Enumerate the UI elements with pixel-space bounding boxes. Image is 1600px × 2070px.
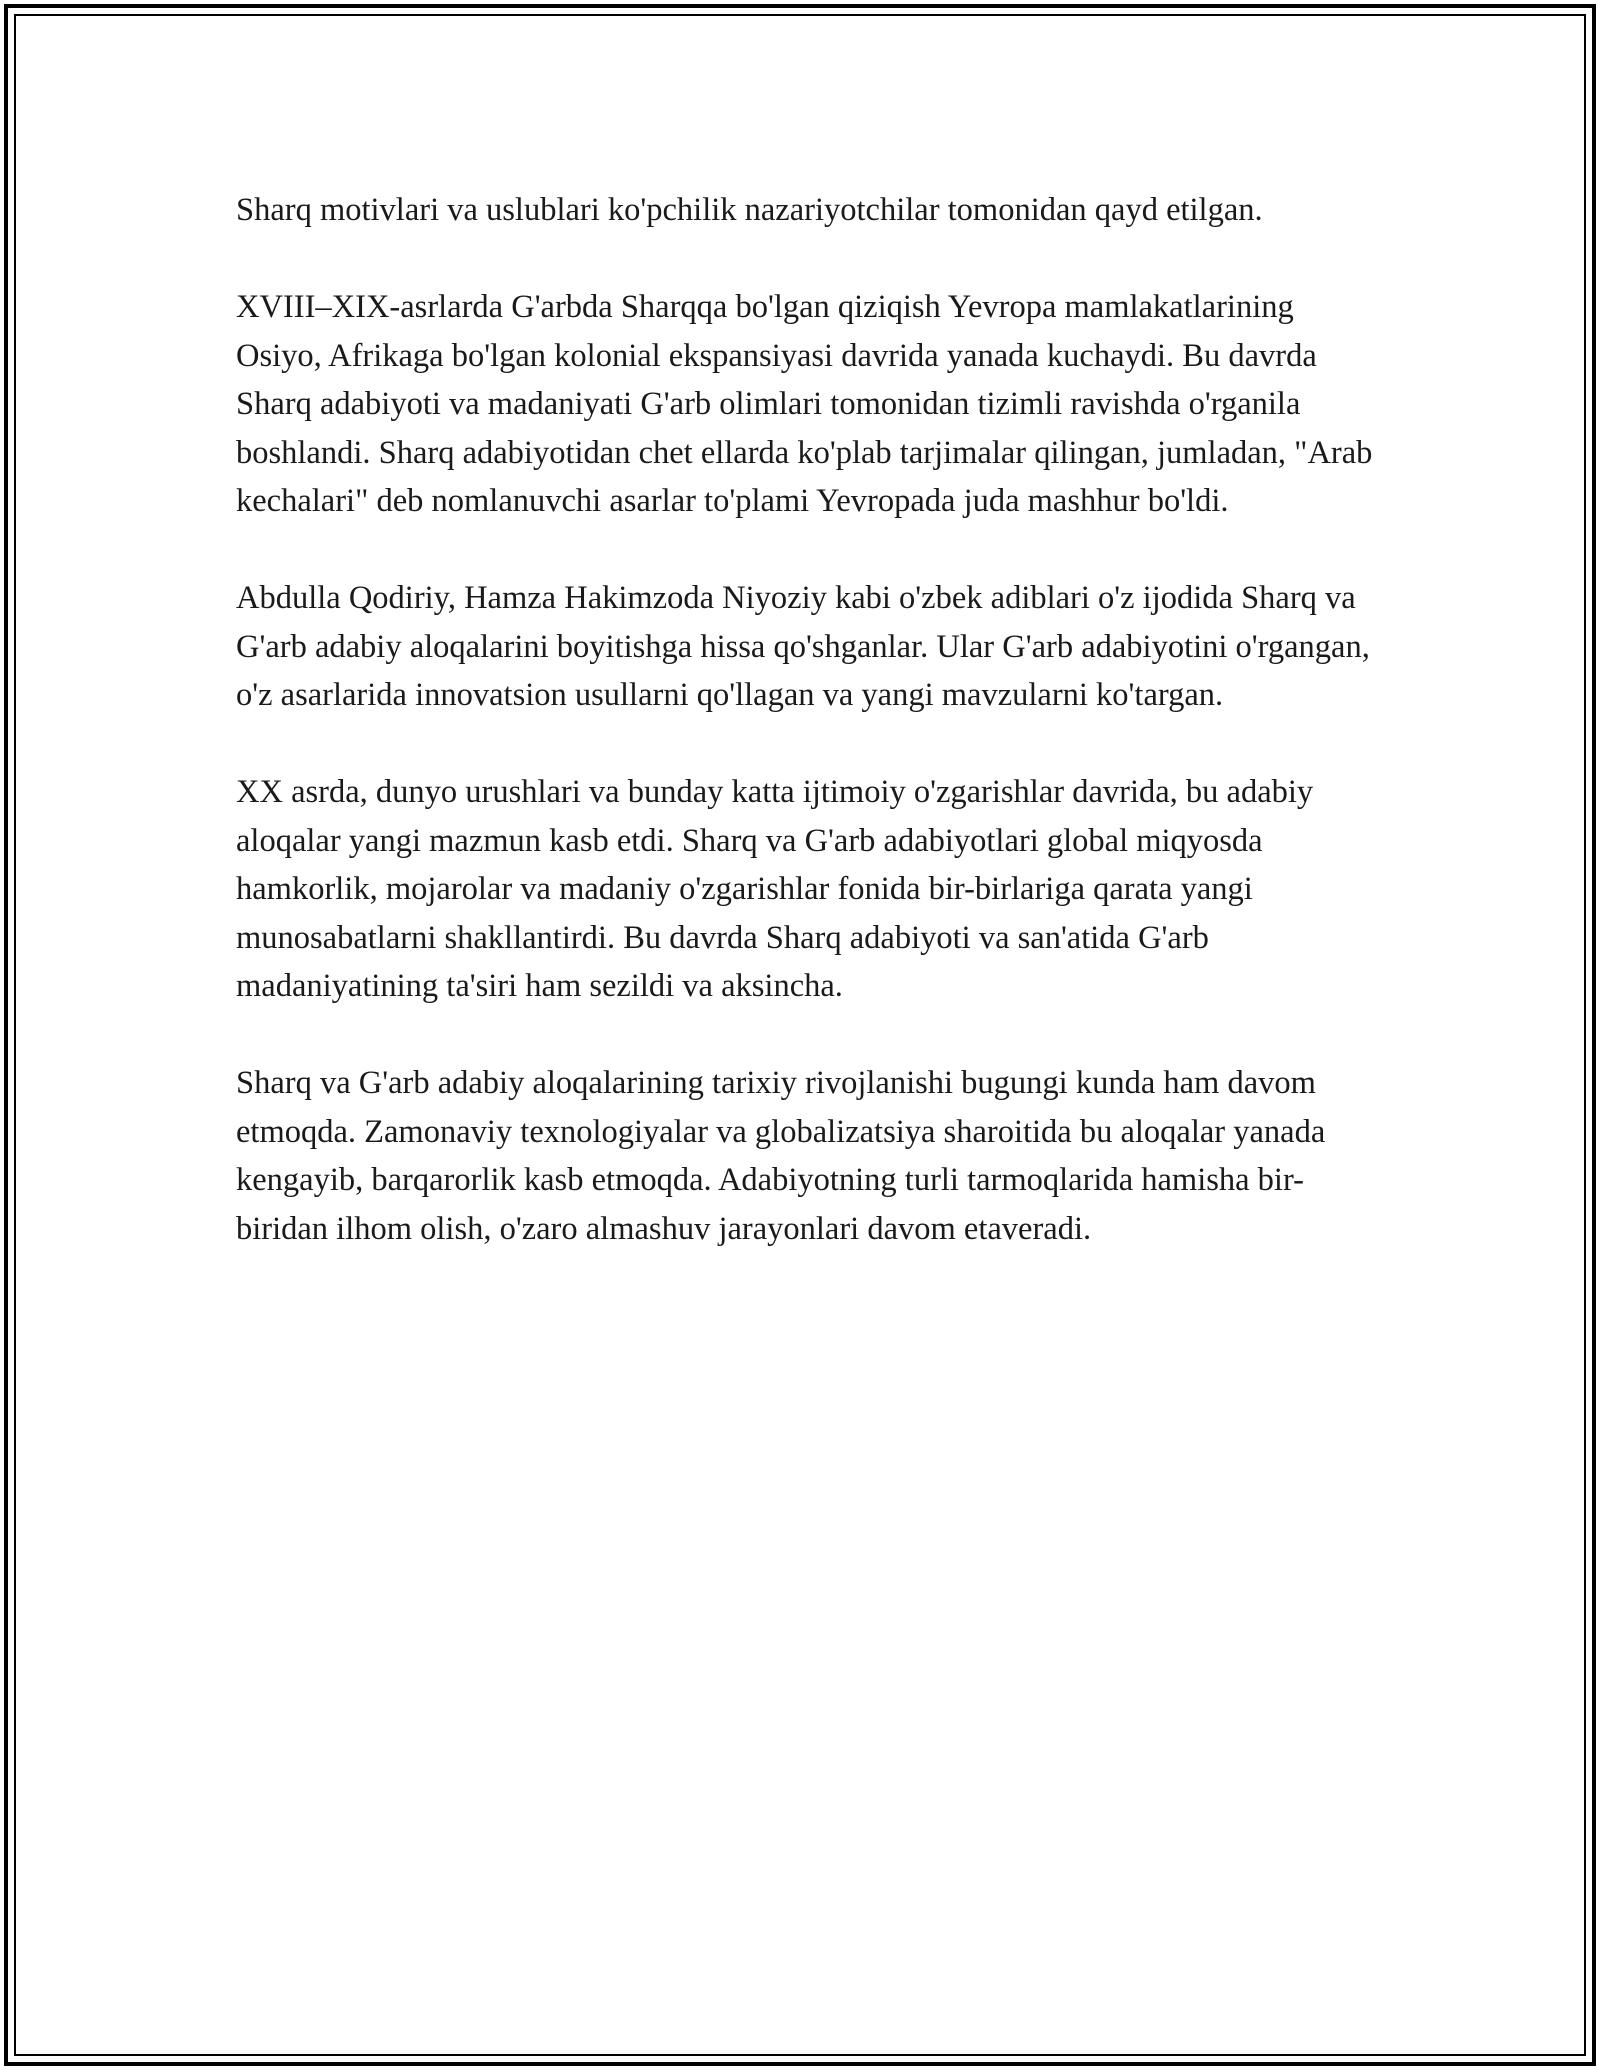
document-body	[236, 186, 1376, 1302]
paragraph-4: XX asrda, dunyo urushlari va bunday katta ijtimoiy o'zgarishlar davrida, bu adabiy aloqalar yangi mazmun kasb etdi. Sharq va G'arb adabiyotlari global miqyosda hamkorlik, mojarolar va madaniy o'zgarishlar fonida bir-birlariga qarata yangi munosabatlarni shakllantirdi. Bu davrda Sharq adabiyoti va san'atida G'arb madaniyatining ta'siri ham sezildi va aksincha.	[236, 774, 1314, 1004]
paragraph-3: Abdulla Qodiriy, Hamza Hakimzoda Niyoziy kabi o'zbek adiblari o'z ijodida Sharq va G'arb adabiy aloqalarini boyitishga hissa qo'shganlar. Ular G'arb adabiyotini o'rgangan, o'z asarlarida innovatsion usullarni qo'llagan va yangi mavzularni ko'targan.	[236, 580, 1370, 713]
paragraph-2: XVIII–XIX-asrlarda G'arbda Sharqqa bo'lgan qiziqish Yevropa mamlakatlarining Osiyo, Afrikaga bo'lgan kolonial ekspansiyasi davrida yanada kuchaydi. Bu davrda Sharq adabiyoti va madaniyati G'arb olimlari tomonidan tizimli ravishda o'rganila boshlandi. Sharq adabiyotidan chet ellarda ko'plab tarjimalar qilingan, jumladan, "Arab kechalari" deb nomlanuvchi asarlar to'plami Yevropada juda mashhur bo'ldi.	[236, 289, 1373, 519]
paragraph-1: Sharq motivlari va uslublari ko'pchilik nazariyotchilar tomonidan qayd etilgan.	[236, 192, 1263, 228]
paragraph-5: Sharq va G'arb adabiy aloqalarining tarixiy rivojlanishi bugungi kunda ham davom etmoqda. Zamonaviy texnologiyalar va globalizatsiya sharoitida bu aloqalar yanada kengayib, barqarorlik kasb etmoqda. Adabiyotning turli tarmoqlarida hamisha bir-biridan ilhom olish, o'zaro almashuv jarayonlari davom etaveradi.	[236, 1065, 1326, 1247]
